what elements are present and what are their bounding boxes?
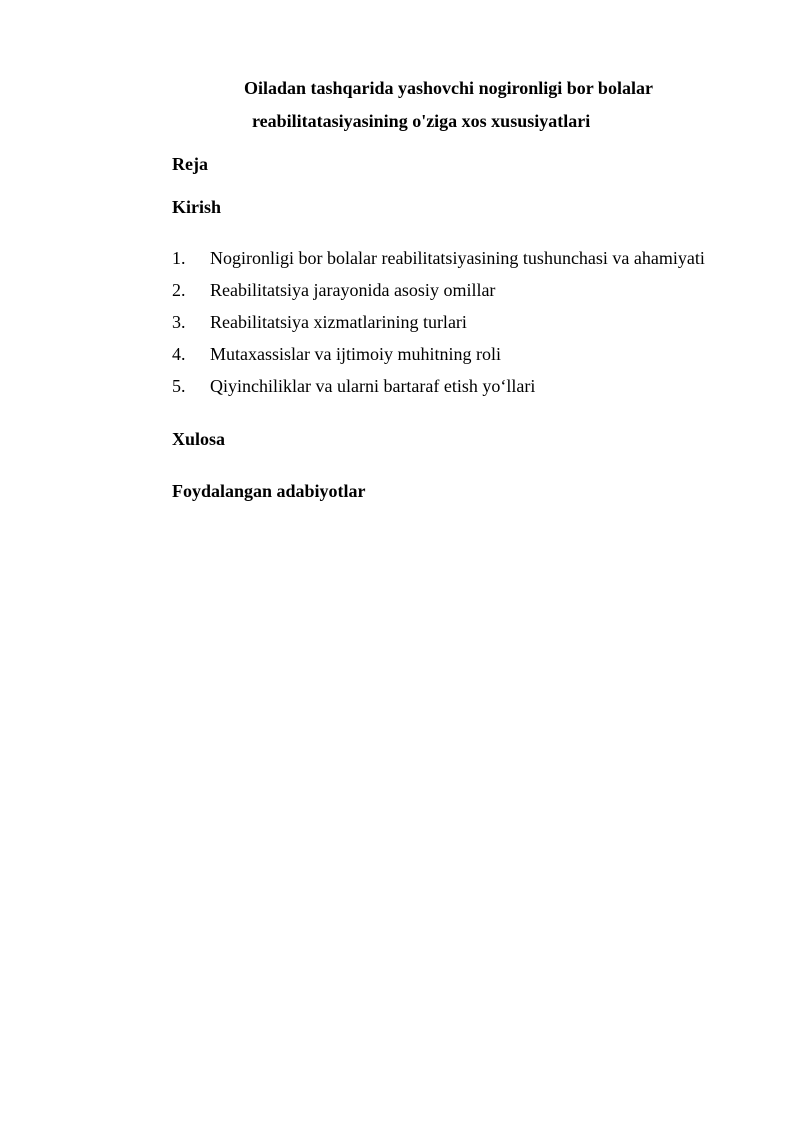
plan-list	[172, 247, 705, 407]
plan-item-number: 2.	[172, 280, 186, 300]
plan-item-number: 5.	[172, 376, 186, 396]
plan-item-number: 4.	[172, 344, 186, 364]
plan-item	[172, 247, 705, 279]
conclusion-heading: Xulosa	[172, 429, 226, 449]
plan-item	[172, 279, 705, 311]
plan-item-number: 3.	[172, 312, 186, 332]
plan-heading: Reja	[172, 154, 208, 174]
plan-item-number: 1.	[172, 248, 186, 268]
plan-item	[172, 375, 705, 407]
plan-item-text: Reabilitatsiya jarayonida asosiy omillar	[210, 280, 496, 300]
plan-item-text: Mutaxassislar va ijtimoiy muhitning roli	[210, 344, 501, 364]
plan-item-text: Qiyinchiliklar va ularni bartaraf etish yo‘llari	[210, 376, 536, 396]
plan-item	[172, 343, 705, 375]
plan-item	[172, 311, 705, 343]
document-title-line-2: reabilitatasiyasining o'ziga xos xususiyatlari	[252, 111, 591, 131]
introduction-heading: Kirish	[172, 197, 222, 217]
references-heading: Foydalangan adabiyotlar	[172, 481, 366, 501]
plan-item-text: Reabilitatsiya xizmatlarining turlari	[210, 312, 467, 332]
plan-item-text: Nogironligi bor bolalar reabilitatsiyasining tushunchasi va ahamiyati	[210, 248, 705, 268]
document-title-line-1: Oiladan tashqarida yashovchi nogironligi bor bolalar	[244, 78, 653, 98]
